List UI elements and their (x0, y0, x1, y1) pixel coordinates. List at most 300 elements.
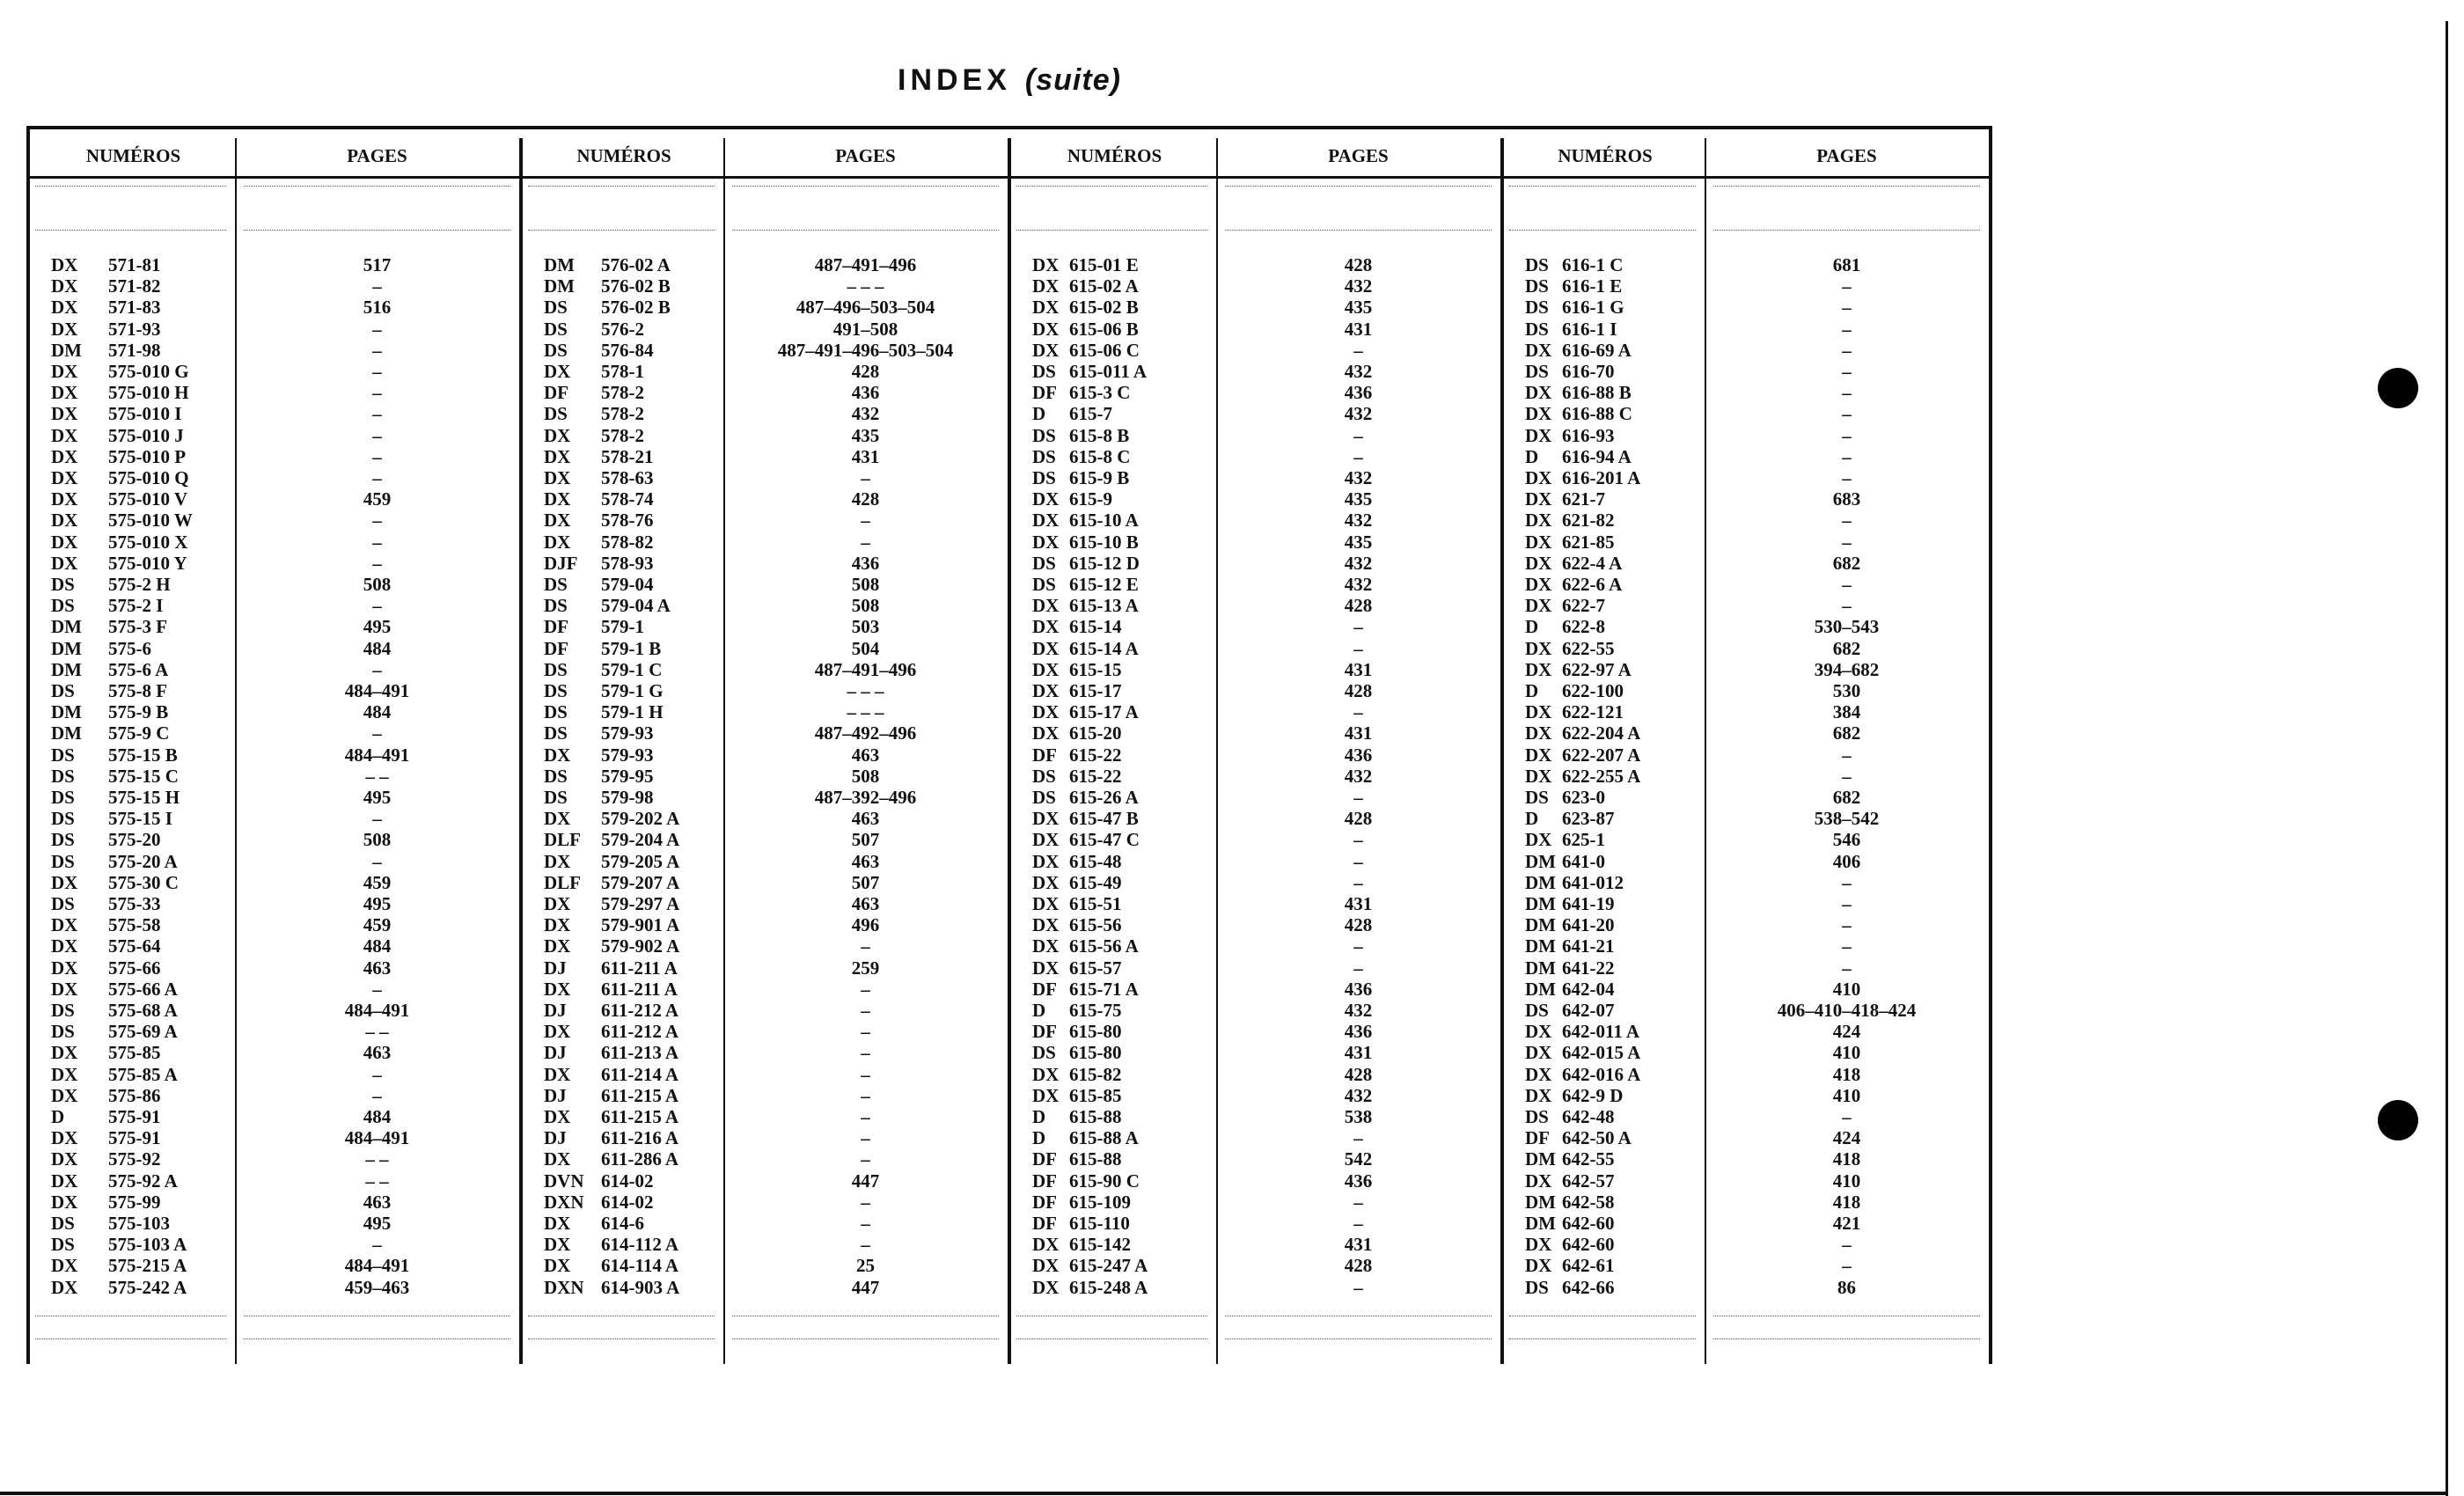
dotted-rule (1225, 230, 1492, 231)
index-entry (1008, 1234, 1500, 1255)
index-block-4 (1500, 126, 1989, 1364)
entry-number: 611-216 A (601, 1127, 679, 1149)
index-entry (1008, 403, 1500, 424)
entry-number: 625-1 (1562, 829, 1605, 851)
entry-number: 616-69 A (1562, 339, 1632, 361)
entry-number: 622-4 A (1562, 552, 1623, 574)
entry-number: 614-112 A (601, 1234, 679, 1256)
header-pages: PAGES (1328, 145, 1389, 166)
entry-number: 642-57 (1562, 1170, 1615, 1192)
index-entry (519, 659, 1008, 680)
entry-prefix: DX (1525, 488, 1552, 510)
dotted-rule (528, 1338, 715, 1339)
entry-number: 616-1 C (1562, 254, 1624, 275)
entry-pages: 546 (1832, 829, 1861, 851)
entry-number: 576-84 (601, 339, 654, 361)
entry-number: 641-19 (1562, 893, 1615, 914)
entry-number: 575-58 (108, 914, 161, 936)
entry-prefix: DX (544, 1234, 571, 1256)
entry-pages: 432 (1344, 275, 1373, 297)
entry-pages: 259 (851, 957, 880, 979)
entry-pages: 431 (1344, 658, 1373, 680)
entry-number: 575-010 W (108, 510, 193, 532)
entry-prefix: DJ (544, 1084, 567, 1106)
entry-number: 575-8 F (108, 680, 168, 701)
dotted-rule (1509, 1338, 1696, 1339)
entry-pages: – (1842, 361, 1852, 382)
entry-number: 615-90 C (1069, 1170, 1140, 1192)
entry-prefix: DX (1525, 1084, 1552, 1106)
header-numeros: NUMÉROS (1067, 145, 1162, 166)
index-entry (1500, 616, 1989, 637)
entry-pages: 507 (851, 871, 880, 893)
entry-prefix: DS (544, 318, 568, 340)
entry-number: 579-1 C (601, 658, 663, 680)
entry-prefix: DF (1525, 1127, 1550, 1149)
entry-prefix: DS (1525, 254, 1549, 275)
header-numeros: NUMÉROS (85, 145, 181, 166)
entry-pages: – (372, 1234, 382, 1256)
entry-prefix: D (1032, 1106, 1046, 1127)
index-entry (1500, 319, 1989, 340)
entry-number: 615-10 B (1069, 531, 1139, 553)
entry-prefix: DM (544, 254, 575, 275)
entry-prefix: DX (1032, 339, 1060, 361)
entry-pages: 435 (1344, 531, 1373, 553)
entry-prefix: DM (1525, 914, 1556, 936)
entry-pages: 459–463 (344, 1276, 410, 1298)
entry-pages: 487–491–496–503–504 (777, 339, 954, 361)
dotted-rule (1225, 1338, 1492, 1339)
entry-number: 614-114 A (601, 1255, 679, 1277)
index-entry (1008, 638, 1500, 659)
index-entry (519, 1085, 1008, 1106)
entry-prefix: DS (1032, 574, 1056, 595)
entry-pages: 428 (1344, 595, 1373, 617)
index-entry (1008, 1170, 1500, 1192)
entry-pages: 436 (851, 552, 880, 574)
index-entry (26, 488, 519, 510)
entry-pages: – – – (847, 275, 884, 297)
entry-prefix: DM (1525, 850, 1556, 872)
dotted-rule (1016, 186, 1207, 187)
dotted-rule (35, 230, 226, 231)
index-entry (1500, 382, 1989, 403)
entry-number: 579-207 A (601, 871, 680, 893)
index-entry (26, 872, 519, 893)
entry-number: 575-3 F (108, 616, 168, 638)
entry-pages: 428 (851, 488, 880, 510)
index-entry (519, 254, 1008, 275)
entry-pages: 463 (363, 957, 392, 979)
entry-number: 575-6 A (108, 658, 169, 680)
entry-number: 575-9 B (108, 701, 169, 723)
entry-number: 615-49 (1069, 871, 1122, 893)
entry-prefix: DX (544, 1106, 571, 1127)
entry-prefix: DX (1525, 1042, 1552, 1064)
entry-prefix: DS (51, 808, 75, 830)
entry-pages: 406 (1832, 850, 1861, 872)
entry-number: 575-9 C (108, 722, 170, 744)
index-block-1 (26, 126, 519, 1364)
entry-pages: – (1353, 445, 1363, 467)
index-entry (26, 616, 519, 637)
index-entry (519, 403, 1008, 424)
entry-prefix: DX (51, 318, 78, 340)
entry-pages: 428 (1344, 808, 1373, 830)
entry-number: 615-12 D (1069, 552, 1140, 574)
entry-pages: 447 (851, 1276, 880, 1298)
index-entry (1500, 1170, 1989, 1192)
index-entry (26, 1000, 519, 1021)
entry-pages: – (372, 531, 382, 553)
entry-pages: – (1842, 744, 1852, 766)
index-entry (26, 722, 519, 744)
entry-prefix: DX (1032, 722, 1060, 744)
entry-prefix: DS (51, 574, 75, 595)
index-entry (1500, 787, 1989, 808)
entry-prefix: DS (544, 787, 568, 808)
index-entry (519, 446, 1008, 467)
entry-number: 622-100 (1562, 680, 1624, 701)
entry-prefix: DF (544, 616, 568, 638)
entry-number: 575-010 J (108, 424, 184, 446)
entry-prefix: DJ (544, 957, 567, 979)
entry-pages: – – (365, 1148, 389, 1170)
entry-pages: – (1353, 787, 1363, 808)
entry-prefix: DS (1525, 1000, 1549, 1021)
entry-number: 642-07 (1562, 1000, 1615, 1021)
entry-number: 611-215 A (601, 1106, 679, 1127)
entry-number: 575-010 V (108, 488, 188, 510)
entry-pages: 436 (1344, 978, 1373, 1000)
entry-pages: 484–491 (344, 680, 410, 701)
entry-pages: – (1842, 935, 1852, 957)
entry-prefix: DXN (544, 1276, 584, 1298)
entry-pages: 421 (1832, 1213, 1861, 1234)
entry-number: 578-2 (601, 403, 644, 425)
entry-pages: 435 (1344, 488, 1373, 510)
entry-pages: 463 (851, 893, 880, 914)
entry-pages: 431 (1344, 893, 1373, 914)
entry-pages: 436 (1344, 382, 1373, 404)
entry-pages: 431 (1344, 1042, 1373, 1064)
index-entry (1500, 275, 1989, 297)
index-entry (519, 1000, 1008, 1021)
index-entry (519, 701, 1008, 722)
index-entry (1500, 659, 1989, 680)
entry-pages: – (1353, 616, 1363, 638)
entry-prefix: DX (1032, 510, 1060, 532)
entry-prefix: DLF (544, 829, 581, 851)
entry-prefix: DS (1032, 361, 1056, 382)
entry-number: 576-02 B (601, 297, 671, 319)
entry-number: 615-13 A (1069, 595, 1139, 617)
entry-prefix: DS (1032, 765, 1056, 787)
entry-number: 615-02 B (1069, 297, 1139, 319)
entry-prefix: DS (1032, 467, 1056, 488)
entry-prefix: DJF (544, 552, 578, 574)
entry-prefix: DS (544, 339, 568, 361)
index-entry (1500, 361, 1989, 382)
entry-number: 579-204 A (601, 829, 680, 851)
entry-number: 571-83 (108, 297, 161, 319)
entry-pages: 432 (1344, 403, 1373, 425)
entry-prefix: DS (544, 722, 568, 744)
entry-number: 575-010 H (108, 382, 189, 404)
entry-prefix: DS (1525, 275, 1549, 297)
entry-number: 579-95 (601, 765, 654, 787)
entry-number: 575-20 (108, 829, 161, 851)
sheet-right-edge (2446, 21, 2448, 1496)
entry-prefix: DX (544, 850, 571, 872)
entry-prefix: DX (1032, 488, 1060, 510)
entry-prefix: DS (1032, 552, 1056, 574)
entry-pages: 508 (851, 765, 880, 787)
entry-prefix: DS (1525, 1106, 1549, 1127)
entry-pages: – (372, 318, 382, 340)
entry-prefix: DF (1032, 1021, 1057, 1043)
entry-number: 611-213 A (601, 1042, 679, 1064)
entry-pages: 459 (363, 914, 392, 936)
entry-pages: 432 (1344, 510, 1373, 532)
entry-number: 615-10 A (1069, 510, 1139, 532)
entry-pages: 484 (363, 637, 392, 659)
entry-prefix: DM (1525, 935, 1556, 957)
entry-prefix: DS (1525, 318, 1549, 340)
entry-number: 623-87 (1562, 808, 1615, 830)
entry-prefix: DX (544, 1021, 571, 1043)
entry-number: 575-010 Q (108, 467, 189, 488)
entry-prefix: DM (1525, 1191, 1556, 1213)
entry-pages: 463 (363, 1191, 392, 1213)
entry-prefix: DX (1032, 850, 1060, 872)
entry-prefix: DX (544, 1255, 571, 1277)
entry-number: 622-7 (1562, 595, 1605, 617)
index-entry (1008, 957, 1500, 979)
entry-prefix: DX (1032, 1234, 1060, 1256)
entry-number: 571-81 (108, 254, 161, 275)
entry-pages: 495 (363, 893, 392, 914)
entry-number: 575-15 H (108, 787, 180, 808)
entry-number: 615-88 (1069, 1106, 1122, 1127)
entry-pages: – (372, 382, 382, 404)
entry-pages: 495 (363, 616, 392, 638)
entry-number: 578-74 (601, 488, 654, 510)
entry-prefix: DF (544, 382, 568, 404)
entry-prefix: DS (51, 893, 75, 914)
entry-pages: 431 (1344, 318, 1373, 340)
entry-prefix: DS (51, 765, 75, 787)
entry-number: 571-93 (108, 318, 161, 340)
entry-number: 579-202 A (601, 808, 680, 830)
index-entry (1008, 1064, 1500, 1085)
entry-number: 579-04 A (601, 595, 671, 617)
entry-pages: – (1353, 829, 1363, 851)
entry-pages: 436 (851, 382, 880, 404)
entry-number: 579-205 A (601, 850, 680, 872)
entry-number: 611-286 A (601, 1148, 679, 1170)
index-entry (1008, 425, 1500, 446)
table-right-border (1989, 126, 1992, 1364)
index-entry (1008, 979, 1500, 1000)
entry-prefix: DX (1032, 680, 1060, 701)
entry-prefix: DX (1525, 1255, 1552, 1277)
entry-pages: 516 (363, 297, 392, 319)
entry-prefix: DX (51, 935, 78, 957)
index-entry (1500, 1277, 1989, 1298)
entry-pages: – (372, 808, 382, 830)
entry-prefix: DS (51, 850, 75, 872)
index-entry (1500, 553, 1989, 574)
index-entry (1500, 979, 1989, 1000)
entry-number: 641-22 (1562, 957, 1615, 979)
entry-number: 614-6 (601, 1213, 644, 1234)
entry-pages: – (1842, 510, 1852, 532)
entry-prefix: DX (51, 1084, 78, 1106)
index-entry (519, 532, 1008, 553)
entry-pages: – (861, 1191, 870, 1213)
entry-prefix: DX (1525, 829, 1552, 851)
entry-pages: 428 (1344, 1255, 1373, 1277)
entry-prefix: DX (1032, 1063, 1060, 1085)
entry-pages: 682 (1832, 552, 1861, 574)
entry-prefix: DX (1032, 893, 1060, 914)
entry-number: 615-8 B (1069, 424, 1130, 446)
entry-prefix: DS (51, 1000, 75, 1021)
entry-pages: – (1353, 637, 1363, 659)
entry-number: 578-76 (601, 510, 654, 532)
entry-prefix: DM (544, 275, 575, 297)
entry-prefix: DS (1032, 445, 1056, 467)
entry-pages: 463 (851, 808, 880, 830)
index-entry (1008, 1000, 1500, 1021)
entry-prefix: DX (544, 531, 571, 553)
entry-number: 614-02 (601, 1170, 654, 1192)
index-entry (1500, 1148, 1989, 1170)
entry-prefix: DX (51, 1170, 78, 1192)
entry-number: 642-04 (1562, 978, 1615, 1000)
entry-pages: 418 (1832, 1148, 1861, 1170)
entry-prefix: DM (51, 658, 82, 680)
entry-number: 615-110 (1069, 1213, 1130, 1234)
entry-prefix: DX (544, 978, 571, 1000)
index-entry (519, 1234, 1008, 1255)
entry-number: 571-98 (108, 339, 161, 361)
entry-number: 615-3 C (1069, 382, 1131, 404)
entry-prefix: DS (544, 297, 568, 319)
entry-pages: 418 (1832, 1063, 1861, 1085)
index-entry (519, 1192, 1008, 1213)
entry-pages: 436 (1344, 1021, 1373, 1043)
entry-number: 642-48 (1562, 1106, 1615, 1127)
index-entry (1500, 1255, 1989, 1276)
entry-number: 616-1 G (1562, 297, 1624, 319)
entry-pages: – (1353, 1191, 1363, 1213)
entry-pages: 25 (856, 1255, 875, 1277)
entry-prefix: DX (1525, 658, 1552, 680)
entry-pages: 432 (1344, 1000, 1373, 1021)
entry-prefix: DS (1525, 361, 1549, 382)
entry-pages: – (1842, 957, 1852, 979)
entry-prefix: DX (1525, 574, 1552, 595)
entry-number: 622-207 A (1562, 744, 1641, 766)
entry-number: 579-1 H (601, 701, 664, 723)
entry-pages: – (861, 935, 870, 957)
entry-prefix: DS (544, 574, 568, 595)
entry-prefix: DS (51, 829, 75, 851)
index-entry (1500, 574, 1989, 595)
entry-number: 621-7 (1562, 488, 1605, 510)
entry-prefix: DF (1032, 1170, 1057, 1192)
entry-prefix: DVN (544, 1170, 584, 1192)
index-entry (1500, 1021, 1989, 1042)
entry-prefix: DS (1032, 1042, 1056, 1064)
index-entry (519, 616, 1008, 637)
index-entry (1500, 1085, 1989, 1106)
entry-prefix: DX (1525, 1063, 1552, 1085)
entry-prefix: DF (1032, 382, 1057, 404)
entry-pages: 428 (1344, 680, 1373, 701)
entry-pages: – (861, 1106, 870, 1127)
dotted-rule (1713, 230, 1980, 231)
entry-prefix: DM (51, 339, 82, 361)
index-entry (26, 893, 519, 914)
entry-pages: – (1842, 318, 1852, 340)
entry-pages: – (1842, 765, 1852, 787)
entry-pages: 507 (851, 829, 880, 851)
entry-prefix: DM (51, 637, 82, 659)
entry-prefix: DX (51, 1063, 78, 1085)
entry-prefix: DS (1032, 424, 1056, 446)
entry-number: 576-02 B (601, 275, 671, 297)
entry-number: 642-50 A (1562, 1127, 1632, 1149)
entry-prefix: DX (1032, 658, 1060, 680)
entry-pages: – (1842, 445, 1852, 467)
index-entry (519, 297, 1008, 318)
entry-number: 575-91 (108, 1127, 161, 1149)
entry-number: 615-26 A (1069, 787, 1139, 808)
entry-number: 615-7 (1069, 403, 1112, 425)
entry-pages: 484–491 (344, 744, 410, 766)
entry-number: 642-60 (1562, 1213, 1615, 1234)
entry-number: 615-142 (1069, 1234, 1131, 1256)
index-entry (519, 1277, 1008, 1298)
index-entry (1500, 722, 1989, 744)
entry-pages: – (372, 552, 382, 574)
entry-prefix: DX (1032, 1255, 1060, 1277)
entry-prefix: DX (1525, 339, 1552, 361)
entry-pages: 681 (1832, 254, 1861, 275)
entry-number: 615-51 (1069, 893, 1122, 914)
entry-pages: 410 (1832, 978, 1861, 1000)
entry-prefix: DX (1525, 382, 1552, 404)
index-entry (1008, 553, 1500, 574)
index-entry (26, 914, 519, 935)
index-entry (519, 510, 1008, 531)
entry-pages: 484 (363, 1106, 392, 1127)
entry-prefix: DF (1032, 1148, 1057, 1170)
entry-number: 615-14 A (1069, 637, 1139, 659)
entry-pages: – (1842, 424, 1852, 446)
index-entry (26, 254, 519, 275)
index-entry (1500, 829, 1989, 850)
entry-number: 616-201 A (1562, 467, 1641, 488)
entry-number: 575-86 (108, 1084, 161, 1106)
entry-pages: 538–542 (1814, 808, 1880, 830)
index-entry (519, 914, 1008, 935)
entry-number: 615-80 (1069, 1042, 1122, 1064)
